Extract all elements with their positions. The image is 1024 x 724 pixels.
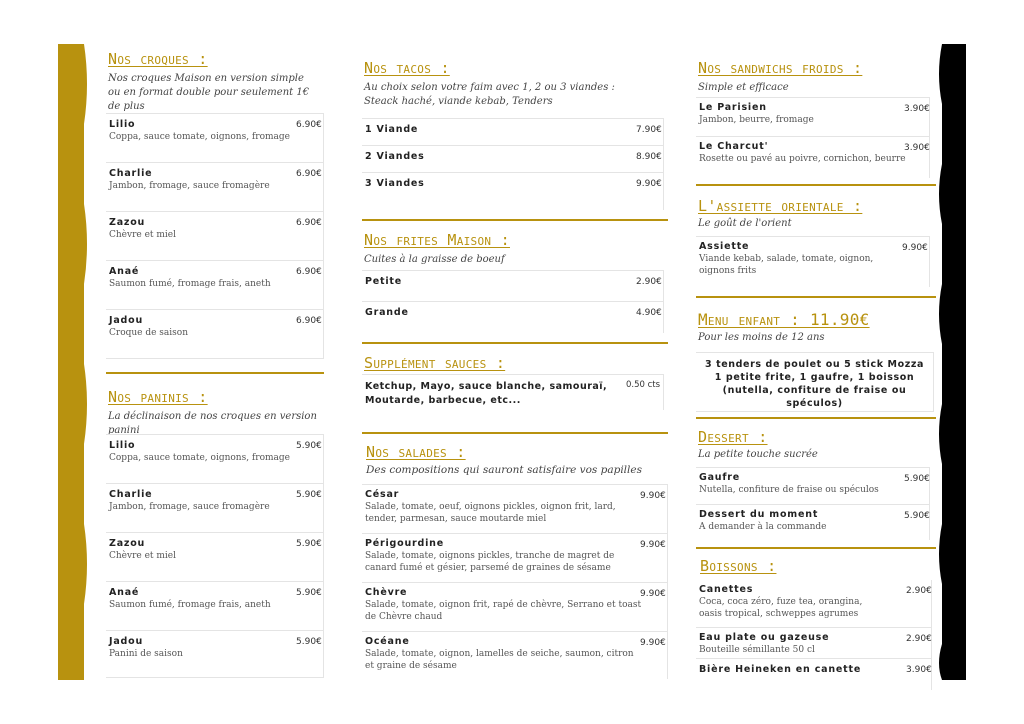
divider	[362, 219, 668, 221]
dessert-title: Dessert :	[698, 428, 768, 446]
price: 0.50 cts	[626, 380, 661, 390]
salade-item-perigourdine[interactable]: Périgourdine Salade, tomate, oignons pickles, tranche de magret de canard fumé et gésier, parsemé de graines de sésame 9.90€	[362, 533, 668, 582]
price: 6.90€	[296, 316, 322, 326]
sandwichs-title: Nos sandwichs froids :	[698, 59, 863, 77]
frites-item-petite[interactable]: Petite 2.90€	[362, 270, 664, 301]
tacos-title: Nos tacos :	[364, 59, 450, 77]
tacos-section	[364, 59, 664, 109]
price: 5.90€	[904, 511, 930, 521]
price: 5.90€	[296, 637, 322, 647]
sandwich-item-parisien[interactable]: Le Parisien Jambon, beurre, fromage 3.90€	[696, 97, 930, 136]
price: 9.90€	[640, 491, 666, 501]
croques-list	[106, 113, 324, 359]
price: 5.90€	[296, 441, 322, 451]
salade-item-chevre[interactable]: Chèvre Salade, tomate, oignon frit, rapé de chèvre, Serrano et toast de Chèvre chaud 9.90€	[362, 582, 668, 631]
croque-item-charlie[interactable]: Charlie Jambon, fromage, sauce fromagère 6.90€	[106, 162, 324, 211]
price: 5.90€	[296, 588, 322, 598]
price: 4.90€	[636, 308, 662, 318]
dessert-section	[698, 428, 934, 462]
divider	[106, 372, 324, 374]
dessert-subtitle: La petite touche sucrée	[698, 449, 818, 460]
panini-item-anae[interactable]: Anaé Saumon fumé, fromage frais, aneth 5.90€	[106, 581, 324, 630]
salades-section	[366, 443, 666, 477]
sauces-section	[364, 354, 664, 372]
sauces-title: Supplément sauces :	[364, 354, 506, 372]
frites-title: Nos frites Maison :	[364, 231, 510, 249]
boisson-item-canettes[interactable]: Canettes Coca, coca zéro, fuze tea, orangina, oasis tropical, schweppes agrumes 2.90€	[696, 580, 932, 627]
paninis-list	[106, 434, 324, 678]
price: 9.90€	[640, 589, 666, 599]
salade-item-oceane[interactable]: Océane Salade, tomate, oignon, lamelles de seiche, saumon, citron et graine de sésame 9.90€	[362, 631, 668, 679]
frites-section	[364, 231, 664, 267]
boisson-item-eau[interactable]: Eau plate ou gazeuse Bouteille sémillante 50 cl 2.90€	[696, 627, 932, 658]
assiette-item[interactable]: Assiette Viande kebab, salade, tomate, oignon, oignons frits 9.90€	[696, 236, 930, 287]
paninis-section	[108, 388, 324, 438]
divider	[696, 547, 936, 549]
frites-item-grande[interactable]: Grande 4.90€	[362, 301, 664, 333]
sauces-item[interactable]: Ketchup, Mayo, sauce blanche, samouraï, Moutarde, barbecue, etc... 0.50 cts	[362, 374, 664, 410]
price: 6.90€	[296, 267, 322, 277]
price: 5.90€	[296, 539, 322, 549]
tacos-list	[362, 118, 664, 210]
croque-item-lilio[interactable]: Lilio Coppa, sauce tomate, oignons, fromage 6.90€	[106, 113, 324, 162]
divider	[362, 342, 668, 344]
left-wave-edge	[74, 44, 90, 680]
boisson-item-biere[interactable]: Bière Heineken en canette 3.90€	[696, 658, 932, 690]
divider	[696, 417, 936, 419]
sandwichs-section	[698, 59, 934, 95]
price: 7.90€	[636, 125, 662, 135]
tacos-item-3[interactable]: 3 Viandes 9.90€	[362, 172, 664, 210]
divider	[362, 432, 668, 434]
frites-subtitle: Cuites à la graisse de boeuf	[364, 254, 505, 265]
assiette-section	[698, 197, 934, 231]
price: 3.90€	[906, 665, 932, 675]
panini-item-charlie[interactable]: Charlie Jambon, fromage, sauce fromagère 5.90€	[106, 483, 324, 532]
panini-item-zazou[interactable]: Zazou Chèvre et miel 5.90€	[106, 532, 324, 581]
sandwich-item-charcut[interactable]: Le Charcut' Rosette ou pavé au poivre, cornichon, beurre 3.90€	[696, 136, 930, 178]
salades-subtitle: Des compositions qui sauront satisfaire vos papilles	[366, 464, 642, 476]
paninis-subtitle: La déclinaison de nos croques en version panini	[108, 411, 317, 436]
tacos-item-2[interactable]: 2 Viandes 8.90€	[362, 145, 664, 172]
enfant-menu-box[interactable]: 3 tenders de poulet ou 5 stick Mozza 1 petite frite, 1 gaufre, 1 boisson (nutella, confiture de fraise ou spéculos)	[696, 352, 934, 412]
price: 2.90€	[636, 277, 662, 287]
panini-item-jadou[interactable]: Jadou Panini de saison 5.90€	[106, 630, 324, 678]
sandwichs-subtitle: Simple et efficace	[698, 82, 789, 93]
price: 9.90€	[636, 179, 662, 189]
enfant-title: Menu enfant : 11.90€	[698, 310, 870, 329]
tacos-subtitle: Au choix selon votre faim avec 1, 2 ou 3 viandes : Steack haché, viande kebab, Tenders	[364, 82, 615, 107]
price: 9.90€	[640, 540, 666, 550]
assiette-subtitle: Le goût de l'orient	[698, 218, 792, 229]
price: 9.90€	[640, 638, 666, 648]
boissons-title: Boissons :	[700, 557, 777, 575]
croques-section	[108, 50, 324, 114]
enfant-subtitle: Pour les moins de 12 ans	[698, 332, 825, 343]
panini-item-lilio[interactable]: Lilio Coppa, sauce tomate, oignons, fromage 5.90€	[106, 434, 324, 483]
sandwichs-list	[696, 97, 930, 178]
price: 8.90€	[636, 152, 662, 162]
right-wave-edge	[934, 44, 950, 680]
price: 5.90€	[904, 474, 930, 484]
price: 6.90€	[296, 218, 322, 228]
croque-item-anae[interactable]: Anaé Saumon fumé, fromage frais, aneth 6.90€	[106, 260, 324, 309]
croques-subtitle: Nos croques Maison en version simple ou en format double pour seulement 1€ de plus	[108, 73, 310, 112]
salades-list	[362, 484, 668, 679]
boissons-list	[696, 580, 932, 690]
croques-title: Nos croques :	[108, 50, 208, 68]
price: 2.90€	[906, 586, 932, 596]
price: 6.90€	[296, 120, 322, 130]
croque-item-jadou[interactable]: Jadou Croque de saison 6.90€	[106, 309, 324, 359]
assiette-title: L'assiette orientale :	[698, 197, 863, 215]
price: 2.90€	[906, 634, 932, 644]
price: 3.90€	[904, 104, 930, 114]
salade-item-cesar[interactable]: César Salade, tomate, oeuf, oignons pickles, oignon frit, lard, tender, parmesan, sauce moutarde miel 9.90€	[362, 484, 668, 533]
dessert-list	[696, 467, 930, 540]
dessert-item-gaufre[interactable]: Gaufre Nutella, confiture de fraise ou spéculos 5.90€	[696, 467, 930, 504]
boissons-section	[700, 557, 936, 575]
croque-item-zazou[interactable]: Zazou Chèvre et miel 6.90€	[106, 211, 324, 260]
divider	[696, 184, 936, 186]
price: 3.90€	[904, 143, 930, 153]
price: 5.90€	[296, 490, 322, 500]
frites-list	[362, 270, 664, 333]
salades-title: Nos salades :	[366, 443, 466, 461]
paninis-title: Nos paninis :	[108, 388, 208, 406]
price: 6.90€	[296, 169, 322, 179]
divider	[696, 296, 936, 298]
price: 9.90€	[902, 243, 928, 253]
enfant-section	[698, 310, 934, 345]
tacos-item-1[interactable]: 1 Viande 7.90€	[362, 118, 664, 145]
dessert-item-moment[interactable]: Dessert du moment A demander à la commande 5.90€	[696, 504, 930, 540]
